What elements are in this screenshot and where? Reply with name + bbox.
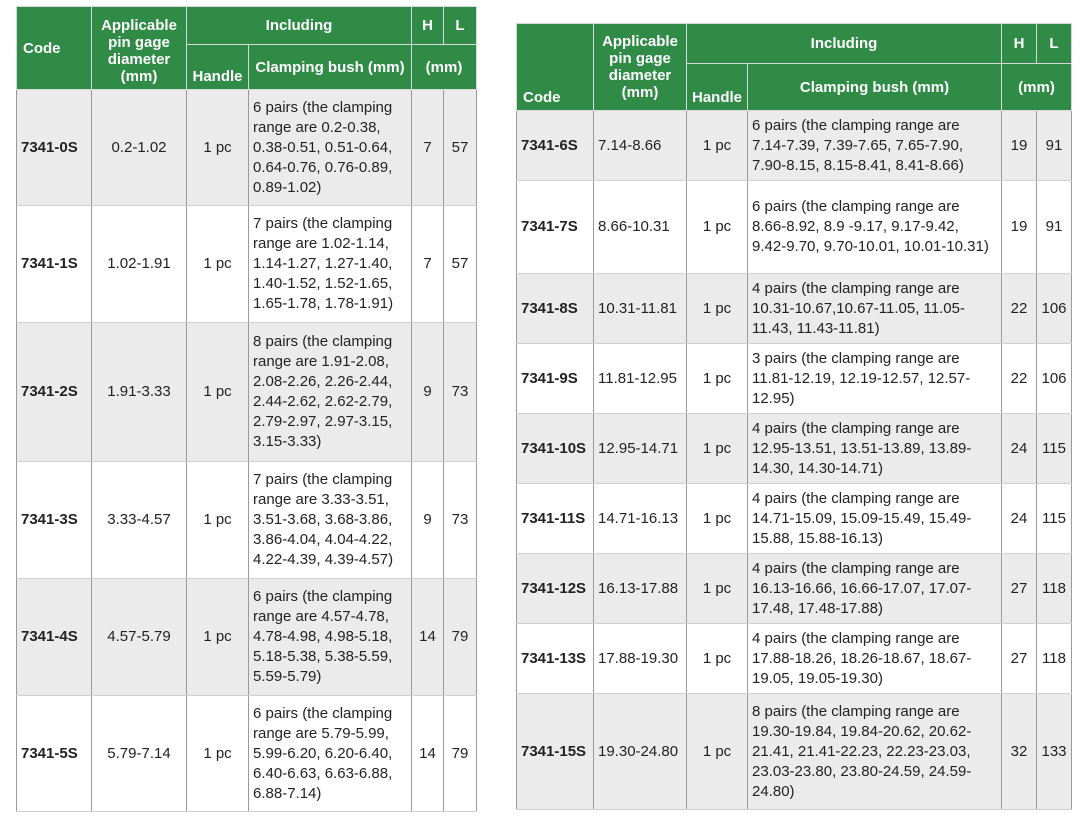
cell-diameter: 11.81-12.95 (594, 344, 687, 414)
cell-l: 91 (1037, 111, 1072, 181)
cell-l: 118 (1037, 554, 1072, 624)
cell-code: 7341-12S (517, 554, 594, 624)
header-mm: (mm) (1002, 64, 1072, 111)
cell-l: 57 (444, 90, 477, 206)
cell-code: 7341-6S (517, 111, 594, 181)
cell-handle: 1 pc (687, 484, 748, 554)
header-code: Code (17, 7, 92, 90)
cell-code: 7341-9S (517, 344, 594, 414)
table-row (517, 274, 1072, 344)
cell-code: 7341-0S (17, 90, 92, 206)
header-h: H (412, 7, 444, 45)
cell-code: 7341-7S (517, 181, 594, 274)
table-row (517, 484, 1072, 554)
cell-h: 27 (1002, 554, 1037, 624)
cell-h: 7 (412, 206, 444, 323)
cell-clamping-bush: 4 pairs (the clamping range are 14.71-15.09, 15.09-15.49, 15.49-15.88, 15.88-16.13) (748, 484, 1002, 554)
spec-table-right (516, 23, 1072, 810)
table-row (17, 579, 477, 696)
cell-handle: 1 pc (687, 111, 748, 181)
cell-diameter: 10.31-11.81 (594, 274, 687, 344)
cell-handle: 1 pc (187, 90, 249, 206)
cell-handle: 1 pc (187, 696, 249, 812)
cell-l: 106 (1037, 274, 1072, 344)
cell-diameter: 1.91-3.33 (92, 323, 187, 462)
header-including: Including (187, 7, 412, 45)
cell-h: 7 (412, 90, 444, 206)
header-handle: Handle (187, 45, 249, 90)
cell-diameter: 4.57-5.79 (92, 579, 187, 696)
cell-code: 7341-3S (17, 462, 92, 579)
cell-h: 9 (412, 323, 444, 462)
cell-handle: 1 pc (687, 344, 748, 414)
cell-diameter: 8.66-10.31 (594, 181, 687, 274)
cell-diameter: 5.79-7.14 (92, 696, 187, 812)
table-row (517, 554, 1072, 624)
cell-code: 7341-13S (517, 624, 594, 694)
cell-l: 91 (1037, 181, 1072, 274)
cell-h: 24 (1002, 414, 1037, 484)
cell-code: 7341-15S (517, 694, 594, 810)
cell-l: 133 (1037, 694, 1072, 810)
cell-l: 73 (444, 323, 477, 462)
cell-h: 19 (1002, 111, 1037, 181)
header-code: Code (517, 24, 594, 111)
table-row (517, 111, 1072, 181)
cell-handle: 1 pc (687, 414, 748, 484)
cell-code: 7341-8S (517, 274, 594, 344)
cell-h: 22 (1002, 344, 1037, 414)
cell-diameter: 1.02-1.91 (92, 206, 187, 323)
cell-h: 9 (412, 462, 444, 579)
table-row (517, 181, 1072, 274)
cell-diameter: 14.71-16.13 (594, 484, 687, 554)
cell-clamping-bush: 4 pairs (the clamping range are 10.31-10.67,10.67-11.05, 11.05-11.43, 11.43-11.81) (748, 274, 1002, 344)
cell-code: 7341-4S (17, 579, 92, 696)
cell-l: 79 (444, 696, 477, 812)
cell-h: 24 (1002, 484, 1037, 554)
header-mm: (mm) (412, 45, 477, 90)
header-l: L (1037, 24, 1072, 64)
cell-handle: 1 pc (187, 579, 249, 696)
cell-code: 7341-10S (517, 414, 594, 484)
cell-l: 73 (444, 462, 477, 579)
cell-diameter: 0.2-1.02 (92, 90, 187, 206)
cell-diameter: 7.14-8.66 (594, 111, 687, 181)
cell-clamping-bush: 3 pairs (the clamping range are 11.81-12.19, 12.19-12.57, 12.57-12.95) (748, 344, 1002, 414)
cell-diameter: 19.30-24.80 (594, 694, 687, 810)
cell-clamping-bush: 7 pairs (the clamping range are 3.33-3.51, 3.51-3.68, 3.68-3.86, 3.86-4.04, 4.04-4.22, 4.22-4.39, 4.39-4.57) (249, 462, 412, 579)
cell-clamping-bush: 6 pairs (the clamping range are 8.66-8.92, 8.9 -9.17, 9.17-9.42, 9.42-9.70, 9.70-10.01, 10.01-10.31) (748, 181, 1002, 274)
cell-h: 19 (1002, 181, 1037, 274)
header-clamping-bush: Clamping bush (mm) (748, 64, 1002, 111)
cell-handle: 1 pc (187, 462, 249, 579)
header-including: Including (687, 24, 1002, 64)
cell-handle: 1 pc (687, 181, 748, 274)
cell-clamping-bush: 7 pairs (the clamping range are 1.02-1.14, 1.14-1.27, 1.27-1.40, 1.40-1.52, 1.52-1.65, 1.65-1.78, 1.78-1.91) (249, 206, 412, 323)
cell-code: 7341-1S (17, 206, 92, 323)
spec-table-left (16, 6, 477, 812)
header-handle: Handle (687, 64, 748, 111)
table-row (17, 696, 477, 812)
cell-l: 115 (1037, 484, 1072, 554)
table-row (517, 414, 1072, 484)
cell-code: 7341-11S (517, 484, 594, 554)
table-row (517, 694, 1072, 810)
cell-clamping-bush: 8 pairs (the clamping range are 19.30-19.84, 19.84-20.62, 20.62-21.41, 21.41-22.23, 22.23-23.03, 23.03-23.80, 23.80-24.59, 24.59-24.80) (748, 694, 1002, 810)
header-l: L (444, 7, 477, 45)
cell-clamping-bush: 8 pairs (the clamping range are 1.91-2.08, 2.08-2.26, 2.26-2.44, 2.44-2.62, 2.62-2.79, 2.79-2.97, 2.97-3.15, 3.15-3.33) (249, 323, 412, 462)
cell-h: 32 (1002, 694, 1037, 810)
table-row (17, 462, 477, 579)
cell-h: 22 (1002, 274, 1037, 344)
cell-clamping-bush: 6 pairs (the clamping range are 5.79-5.99, 5.99-6.20, 6.20-6.40, 6.40-6.63, 6.63-6.88, 6.88-7.14) (249, 696, 412, 812)
cell-diameter: 17.88-19.30 (594, 624, 687, 694)
cell-l: 57 (444, 206, 477, 323)
table-row (17, 90, 477, 206)
cell-clamping-bush: 6 pairs (the clamping range are 7.14-7.39, 7.39-7.65, 7.65-7.90, 7.90-8.15, 8.15-8.41, 8.41-8.66) (748, 111, 1002, 181)
cell-clamping-bush: 6 pairs (the clamping range are 0.2-0.38, 0.38-0.51, 0.51-0.64, 0.64-0.76, 0.76-0.89, 0.89-1.02) (249, 90, 412, 206)
cell-clamping-bush: 4 pairs (the clamping range are 17.88-18.26, 18.26-18.67, 18.67-19.05, 19.05-19.30) (748, 624, 1002, 694)
cell-code: 7341-5S (17, 696, 92, 812)
cell-clamping-bush: 4 pairs (the clamping range are 16.13-16.66, 16.66-17.07, 17.07-17.48, 17.48-17.88) (748, 554, 1002, 624)
cell-l: 79 (444, 579, 477, 696)
cell-diameter: 3.33-4.57 (92, 462, 187, 579)
cell-code: 7341-2S (17, 323, 92, 462)
header-h: H (1002, 24, 1037, 64)
cell-handle: 1 pc (187, 206, 249, 323)
cell-l: 115 (1037, 414, 1072, 484)
cell-diameter: 12.95-14.71 (594, 414, 687, 484)
cell-h: 14 (412, 696, 444, 812)
table-row (517, 344, 1072, 414)
cell-h: 27 (1002, 624, 1037, 694)
table-row (17, 206, 477, 323)
cell-diameter: 16.13-17.88 (594, 554, 687, 624)
table-row (517, 624, 1072, 694)
cell-handle: 1 pc (687, 554, 748, 624)
cell-clamping-bush: 4 pairs (the clamping range are 12.95-13.51, 13.51-13.89, 13.89-14.30, 14.30-14.71) (748, 414, 1002, 484)
cell-h: 14 (412, 579, 444, 696)
cell-l: 106 (1037, 344, 1072, 414)
header-diameter: Applicable pin gage diameter (mm) (594, 24, 687, 111)
cell-handle: 1 pc (687, 694, 748, 810)
header-diameter: Applicable pin gage diameter (mm) (92, 7, 187, 90)
cell-handle: 1 pc (187, 323, 249, 462)
cell-handle: 1 pc (687, 624, 748, 694)
cell-l: 118 (1037, 624, 1072, 694)
table-row (17, 323, 477, 462)
cell-handle: 1 pc (687, 274, 748, 344)
cell-clamping-bush: 6 pairs (the clamping range are 4.57-4.78, 4.78-4.98, 4.98-5.18, 5.18-5.38, 5.38-5.59, 5.59-5.79) (249, 579, 412, 696)
header-clamping-bush: Clamping bush (mm) (249, 45, 412, 90)
